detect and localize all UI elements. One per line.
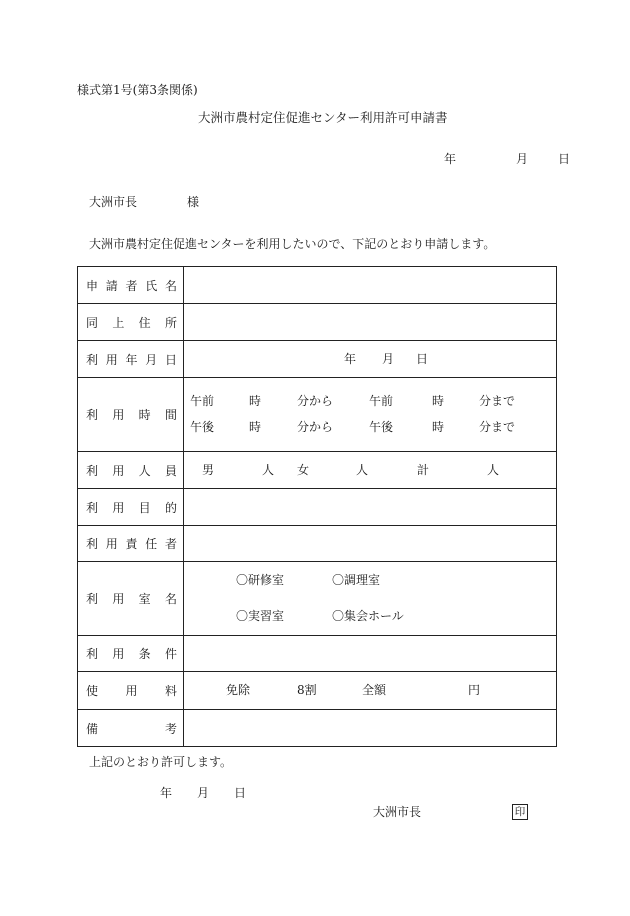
row-fee xyxy=(78,672,557,710)
addressee-honorific: 様 xyxy=(187,195,200,209)
label-char: 利 xyxy=(86,463,99,478)
label-char: 日 xyxy=(164,352,177,367)
seal-stamp-box xyxy=(512,804,528,820)
field-address[interactable] xyxy=(184,304,557,341)
label-char: 間 xyxy=(164,408,177,422)
users-total: 計 xyxy=(417,463,430,477)
label-use-time xyxy=(78,378,184,452)
label-use-date xyxy=(78,341,184,378)
label-char: 目 xyxy=(138,500,151,515)
time-hour1-pm: 時 xyxy=(249,420,262,434)
label-char: 利 xyxy=(86,537,99,551)
label-char: 上 xyxy=(112,315,125,330)
label-conditions xyxy=(78,636,184,672)
field-rooms xyxy=(184,562,557,636)
label-char: 利 xyxy=(86,352,99,367)
label-char: 名 xyxy=(164,278,177,293)
label-char: 利 xyxy=(86,592,99,606)
label-char: 利 xyxy=(86,647,99,661)
label-char: 住 xyxy=(138,315,151,330)
row-users xyxy=(78,452,557,489)
label-char: 利 xyxy=(86,408,99,422)
time-hour1: 時 xyxy=(249,394,262,408)
label-char: 時 xyxy=(138,408,151,422)
label-fee xyxy=(78,672,184,710)
time-from-pm: 分から xyxy=(297,420,334,434)
row-remarks xyxy=(78,710,557,747)
label-char: 用 xyxy=(125,684,138,698)
addressee xyxy=(89,196,199,208)
label-char: 料 xyxy=(164,684,177,698)
label-char: 用 xyxy=(112,408,125,422)
row-applicant xyxy=(78,267,557,304)
document-title: 大洲市農村定住促進センター利用許可申請書 xyxy=(198,110,448,125)
label-char: 責 xyxy=(125,537,138,551)
row-address xyxy=(78,304,557,341)
label-char: 申 xyxy=(86,278,99,293)
use-date-year: 年 xyxy=(344,352,357,366)
label-purpose xyxy=(78,489,184,526)
fee-exempt: 免除 xyxy=(226,683,251,697)
label-char: 用 xyxy=(112,500,125,515)
label-char: 名 xyxy=(164,592,177,606)
label-applicant xyxy=(78,267,184,304)
label-char: 利 xyxy=(86,500,99,515)
form-number: 様式第1号(第3条関係) xyxy=(77,83,198,97)
field-users[interactable] xyxy=(184,452,557,489)
label-char: 的 xyxy=(164,500,177,515)
field-purpose[interactable] xyxy=(184,489,557,526)
label-char: 員 xyxy=(164,463,177,478)
field-responsible[interactable] xyxy=(184,526,557,562)
label-char: 氏 xyxy=(145,278,158,293)
application-date xyxy=(444,153,570,165)
use-date-day: 日 xyxy=(416,352,429,366)
date-day: 日 xyxy=(558,152,571,166)
label-char: 考 xyxy=(164,721,177,736)
approval-month: 月 xyxy=(197,786,210,800)
label-char: 年 xyxy=(125,352,138,367)
row-use-time xyxy=(78,378,557,452)
intro-text: 大洲市農村定住促進センターを利用したいので、下記のとおり申請します。 xyxy=(89,237,496,251)
time-pm-start: 午後 xyxy=(190,420,215,434)
date-year: 年 xyxy=(444,152,457,166)
label-users xyxy=(78,452,184,489)
approval-date xyxy=(160,787,246,799)
label-address xyxy=(78,304,184,341)
users-person2: 人 xyxy=(356,463,369,477)
row-responsible xyxy=(78,526,557,562)
label-char: 人 xyxy=(138,463,151,478)
label-char: 使 xyxy=(86,684,99,698)
room-option-hall[interactable]: 〇集会ホール xyxy=(332,609,404,623)
row-purpose xyxy=(78,489,557,526)
time-am-end: 午前 xyxy=(369,394,394,408)
label-rooms xyxy=(78,562,184,636)
approval-text: 上記のとおり許可します。 xyxy=(89,755,233,769)
label-char: 室 xyxy=(138,592,151,606)
signer-name: 大洲市長 xyxy=(373,805,422,819)
room-option-cooking[interactable]: 〇調理室 xyxy=(332,573,381,587)
fee-discount: 8割 xyxy=(297,683,317,697)
time-from: 分から xyxy=(297,394,334,408)
label-char: 月 xyxy=(145,352,158,367)
approval-year: 年 xyxy=(160,786,173,800)
label-char: 請 xyxy=(105,278,118,293)
addressee-name: 大洲市長 xyxy=(89,195,138,209)
label-char: 件 xyxy=(164,647,177,661)
label-char: 用 xyxy=(112,647,125,661)
use-date-month: 月 xyxy=(382,352,395,366)
seal-char: 印 xyxy=(514,805,526,818)
label-char: 者 xyxy=(125,278,138,293)
label-char: 条 xyxy=(138,647,151,661)
field-use-time[interactable] xyxy=(184,378,557,452)
row-rooms xyxy=(78,562,557,636)
label-char: 備 xyxy=(86,721,99,736)
field-applicant[interactable] xyxy=(184,267,557,304)
users-person1: 人 xyxy=(262,463,275,477)
users-male: 男 xyxy=(202,463,215,477)
time-hour2-pm: 時 xyxy=(432,420,445,434)
room-option-practice[interactable]: 〇実習室 xyxy=(236,609,285,623)
time-pm-end: 午後 xyxy=(369,420,394,434)
field-conditions[interactable] xyxy=(184,636,557,672)
row-conditions xyxy=(78,636,557,672)
approval-day: 日 xyxy=(234,786,247,800)
room-option-training[interactable]: 〇研修室 xyxy=(236,573,285,587)
field-use-date[interactable] xyxy=(184,341,557,378)
fee-yen: 円 xyxy=(468,683,481,697)
label-responsible xyxy=(78,526,184,562)
users-person3: 人 xyxy=(487,463,500,477)
users-female: 女 xyxy=(297,463,310,477)
time-am-start: 午前 xyxy=(190,394,215,408)
field-remarks[interactable] xyxy=(184,710,557,747)
date-month: 月 xyxy=(516,152,529,166)
field-fee[interactable] xyxy=(184,672,557,710)
time-until-pm: 分まで xyxy=(479,420,516,434)
label-char: 用 xyxy=(105,537,118,551)
row-use-date xyxy=(78,341,557,378)
fee-full: 全額 xyxy=(362,683,387,697)
label-char: 同 xyxy=(86,315,99,330)
label-char: 用 xyxy=(105,352,118,367)
time-hour2: 時 xyxy=(432,394,445,408)
label-remarks xyxy=(78,710,184,747)
time-until: 分まで xyxy=(479,394,516,408)
application-form-table xyxy=(77,266,557,747)
label-char: 用 xyxy=(112,592,125,606)
label-char: 者 xyxy=(164,537,177,551)
label-char: 所 xyxy=(164,315,177,330)
label-char: 任 xyxy=(145,537,158,551)
label-char: 用 xyxy=(112,463,125,478)
